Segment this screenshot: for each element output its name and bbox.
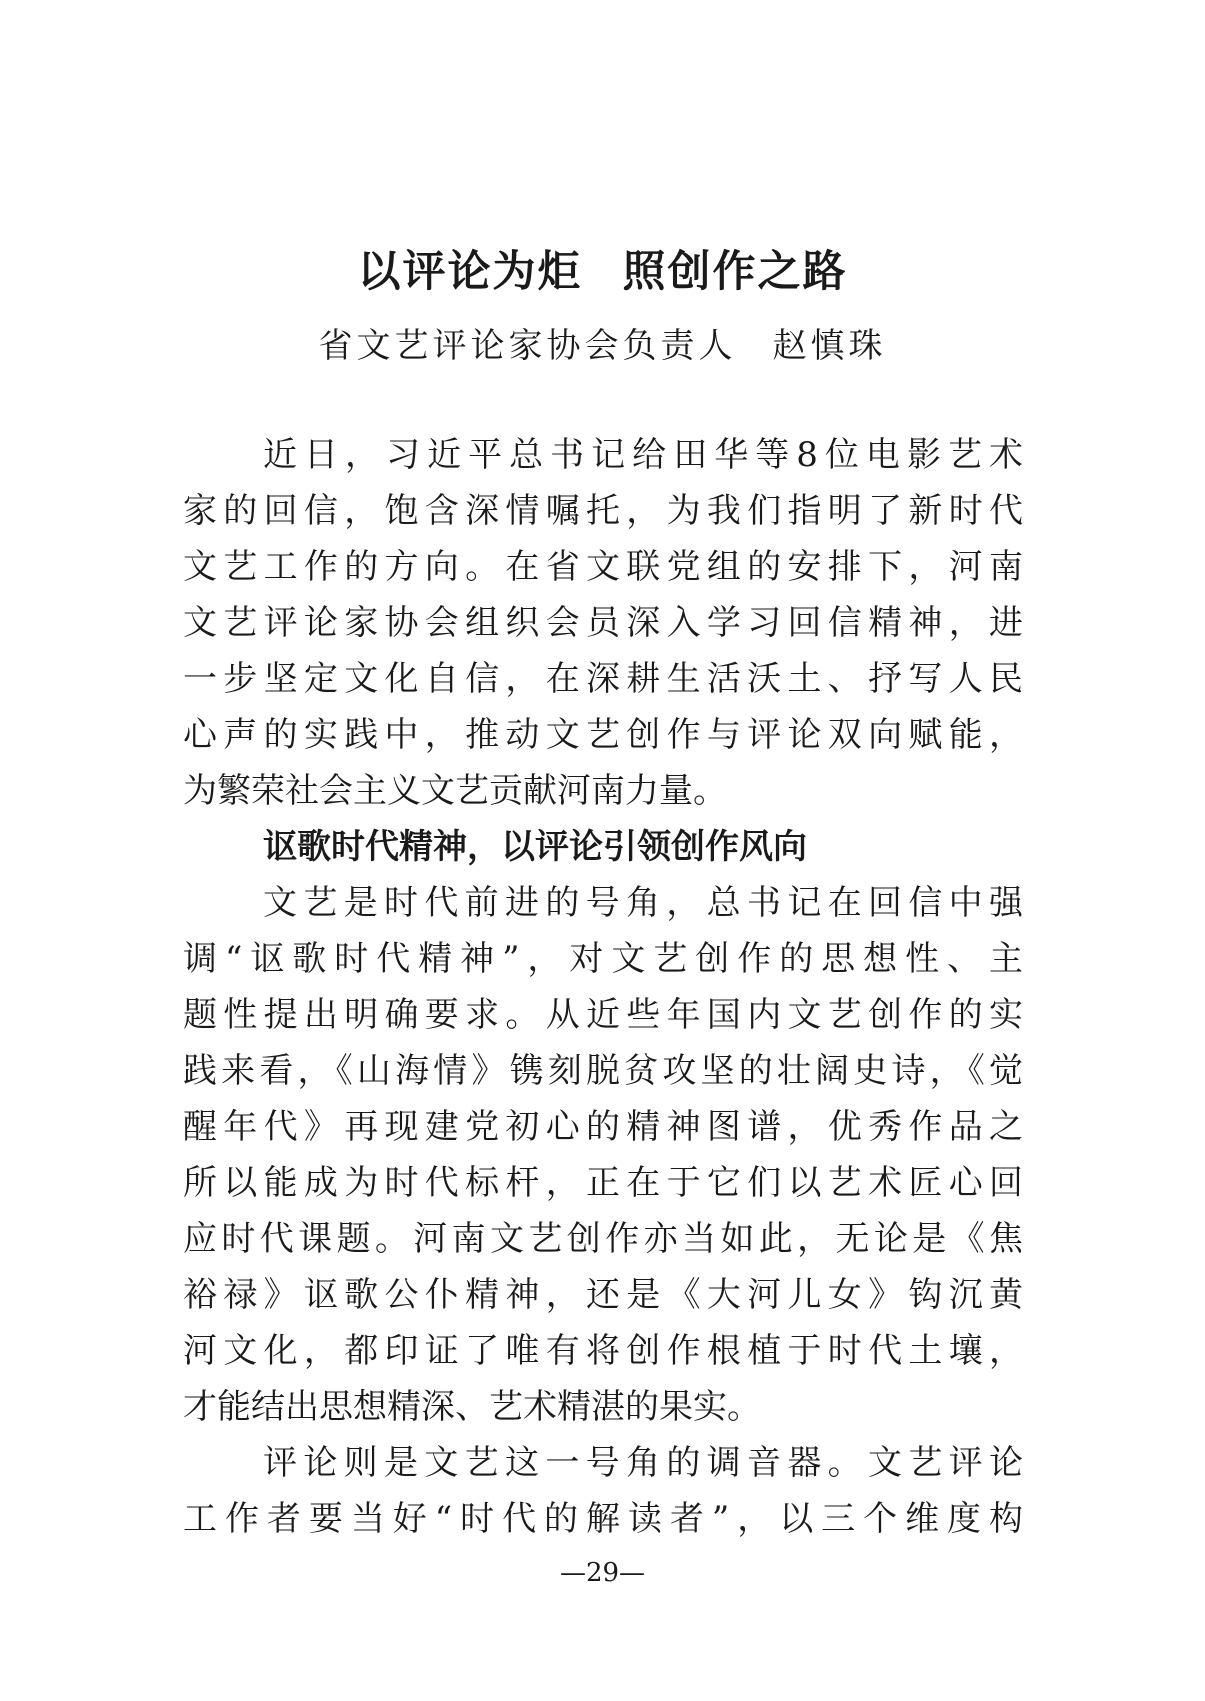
page-number: —29— (559, 1558, 646, 1588)
paragraph-line: 家的回信，饱含深情嘱托，为我们指明了新时代 (183, 491, 1023, 531)
paragraph-line: 调“讴歌时代精神”，对文艺创作的思想性、主 (183, 939, 1023, 979)
paragraph-line: 心声的实践中，推动文艺创作与评论双向赋能， (183, 715, 1023, 755)
article-title (0, 238, 1205, 299)
paragraph-line: 河文化，都印证了唯有将创作根植于时代土壤， (183, 1331, 1023, 1371)
author-byline (0, 318, 1205, 367)
paragraph-line: 工作者要当好“时代的解读者”，以三个维度构 (183, 1499, 1023, 1539)
paragraph-line: 文艺评论家协会组织会员深入学习回信精神，进 (183, 603, 1023, 643)
paragraph-line: 所以能成为时代标杆，正在于它们以艺术匠心回 (183, 1163, 1023, 1203)
paragraph-line: 应时代课题。河南文艺创作亦当如此，无论是《焦 (183, 1219, 1023, 1259)
section-heading: 讴歌时代精神，以评论引领创作风向 (263, 827, 807, 867)
title-part-2: 照创作之路 (622, 247, 848, 297)
author-role: 省文艺评论家协会负责人 (318, 326, 737, 366)
paragraph-line: 才能结出思想精深、艺术精湛的果实。 (183, 1387, 761, 1427)
paragraph-line: 裕禄》讴歌公仆精神，还是《大河儿女》钩沉黄 (183, 1275, 1023, 1315)
author-name: 赵慎珠 (772, 326, 887, 366)
paragraph-line: 为繁荣社会主义文艺贡献河南力量。 (183, 771, 727, 811)
paragraph-line: 文艺工作的方向。在省文联党组的安排下，河南 (183, 547, 1023, 587)
paragraph-line: 近日，习近平总书记给田华等8位电影艺术 (263, 435, 1023, 475)
title-part-1: 以评论为炬 (357, 247, 583, 297)
paragraph-line: 践来看，《山海情》镌刻脱贫攻坚的壮阔史诗，《觉 (183, 1051, 1023, 1091)
paragraph-line: 评论则是文艺这一号角的调音器。文艺评论 (263, 1443, 1023, 1483)
paragraph-line: 醒年代》再现建党初心的精神图谱，优秀作品之 (183, 1107, 1023, 1147)
article-body (183, 427, 1023, 1547)
paragraph-line: 题性提出明确要求。从近些年国内文艺创作的实 (183, 995, 1023, 1035)
paragraph-line: 一步坚定文化自信，在深耕生活沃土、抒写人民 (183, 659, 1023, 699)
paragraph-line: 文艺是时代前进的号角，总书记在回信中强 (263, 883, 1023, 923)
